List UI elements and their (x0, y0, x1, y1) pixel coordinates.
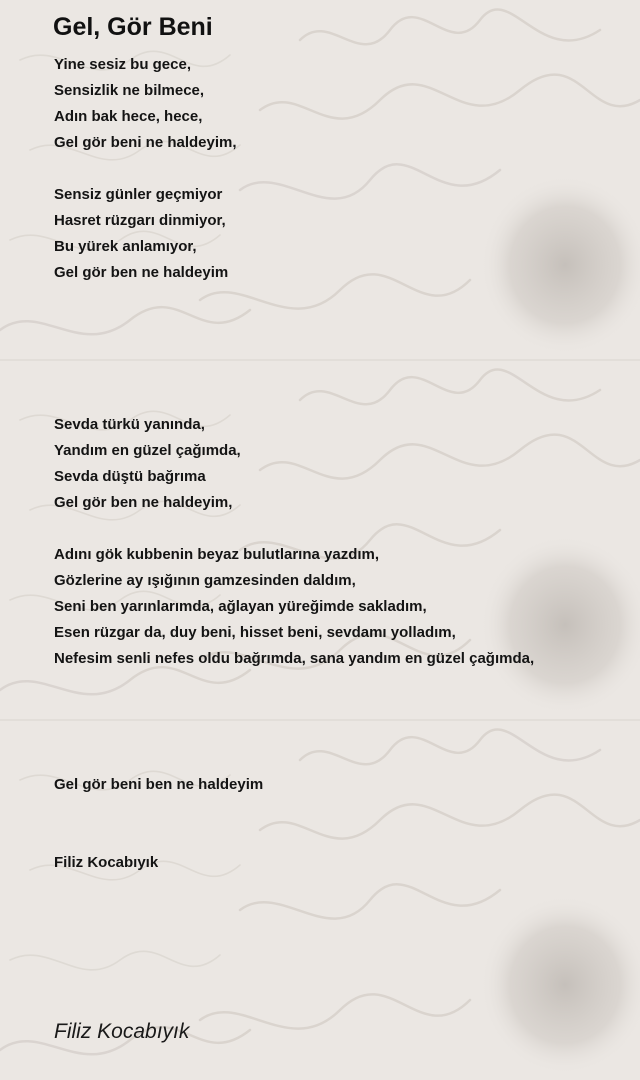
poem-line: Gel gör beni ne haldeyim, (54, 134, 237, 151)
poem-line: Gel gör ben ne haldeyim, (54, 494, 233, 511)
poem-author: Filiz Kocabıyık (54, 854, 159, 871)
poem-line: Yine sesiz bu gece, (54, 56, 191, 73)
poem-line: Gözlerine ay ışığının gamzesinden daldım, (54, 572, 356, 589)
poem-line: Nefesim senli nefes oldu bağrımda, sana yandım en güzel çağımda, (54, 650, 535, 667)
poem-line: Esen rüzgar da, duy beni, hisset beni, sevdamı yolladım, (54, 624, 456, 641)
poem-line: Sensizlik ne bilmece, (54, 82, 205, 99)
poem-closing-line: Gel gör beni ben ne haldeyim (54, 776, 264, 793)
poem-line: Gel gör ben ne haldeyim (54, 264, 229, 281)
poem-line: Hasret rüzgarı dinmiyor, (54, 212, 226, 229)
poem-line: Yandım en güzel çağımda, (54, 442, 241, 459)
poem-line: Bu yürek anlamıyor, (54, 238, 197, 255)
poem-line: Sensiz günler geçmiyor (54, 186, 223, 203)
poem-line: Seni ben yarınlarımda, ağlayan yüreğimde sakladım, (54, 598, 427, 615)
poem-line: Adını gök kubbenin beyaz bulutlarına yazdım, (54, 546, 380, 563)
poem-line: Sevda düştü bağrıma (54, 468, 206, 485)
poem-line: Sevda türkü yanında, (54, 416, 205, 433)
poem-title: Gel, Gör Beni (53, 13, 213, 41)
author-signature: Filiz Kocabıyık (54, 1020, 190, 1043)
poem-line: Adın bak hece, hece, (54, 108, 203, 125)
